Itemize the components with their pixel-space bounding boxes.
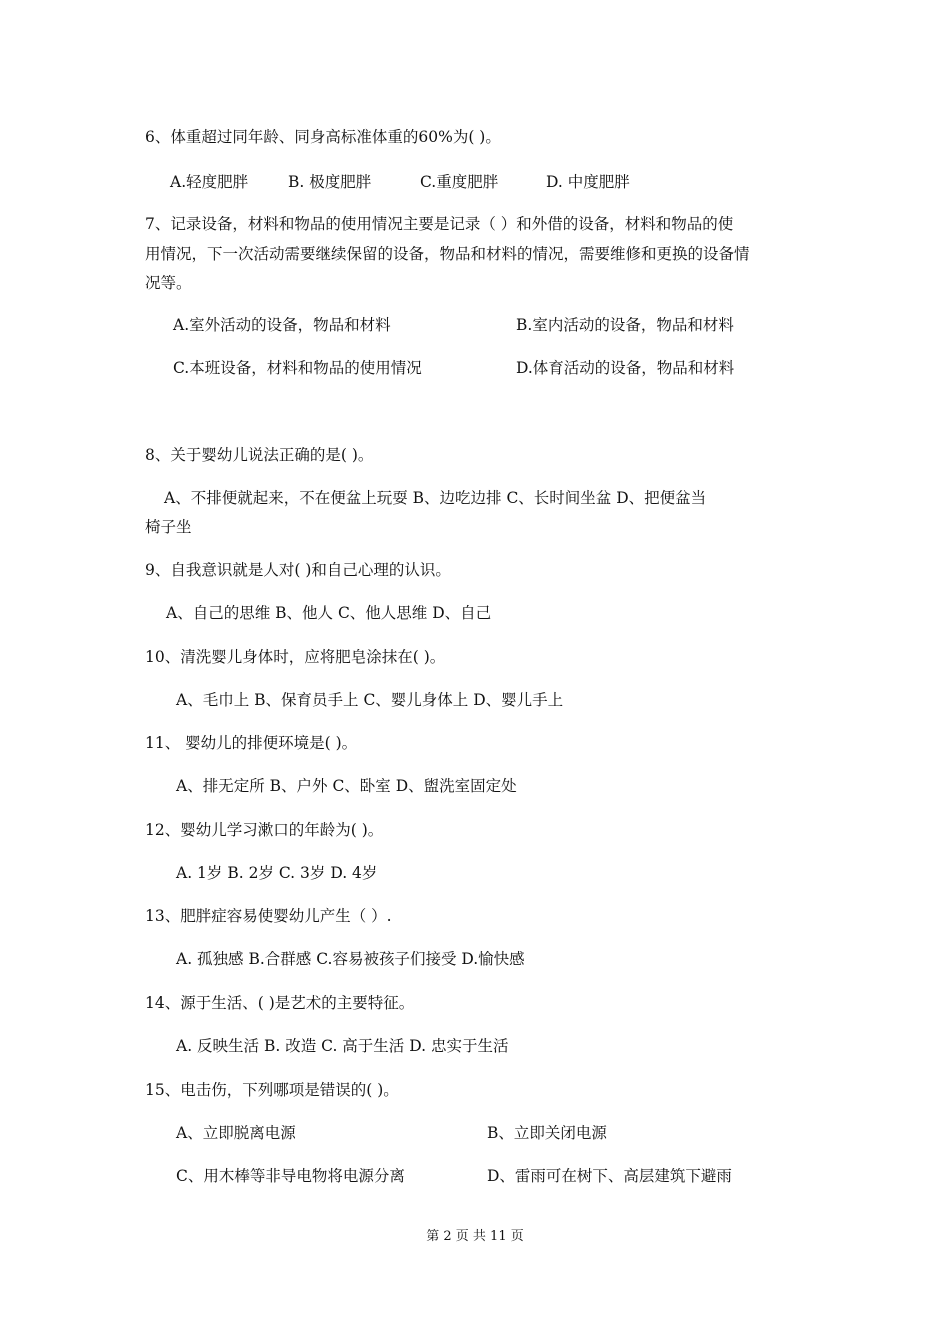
question-15-option-c: C、用木棒等非导电物将电源分离 [176, 1167, 405, 1185]
question-8-options-line-1: A、不排便就起来，不在便盆上玩耍 B、边吃边排 C、长时间坐盆 D、把便盆当 [164, 489, 707, 507]
question-7-option-c: C.本班设备，材料和物品的使用情况 [173, 359, 422, 377]
question-13-stem: 13、肥胖症容易使婴幼儿产生（ ）. [145, 907, 392, 925]
question-8-options-line-2: 椅子坐 [145, 518, 192, 536]
page-number-footer: 第 2 页 共 11 页 [426, 1229, 524, 1244]
question-11-options: A、排无定所 B、户外 C、卧室 D、盥洗室固定处 [176, 777, 517, 795]
question-12-stem: 12、婴幼儿学习漱口的年龄为( )。 [145, 821, 384, 839]
question-15-option-b: B、立即关闭电源 [487, 1124, 607, 1142]
question-9-stem: 9、自我意识就是人对( )和自己心理的认识。 [145, 561, 451, 579]
question-6-option-c: C.重度肥胖 [420, 173, 499, 191]
question-7-option-a: A.室外活动的设备，物品和材料 [173, 316, 391, 334]
question-7-option-b: B.室内活动的设备，物品和材料 [516, 316, 734, 334]
question-11-stem: 11、 婴幼儿的排便环境是( )。 [145, 734, 358, 752]
question-14-options: A. 反映生活 B. 改造 C. 高于生活 D. 忠实于生活 [176, 1037, 509, 1055]
question-10-stem: 10、清洗婴儿身体时，应将肥皂涂抹在( )。 [145, 648, 446, 666]
question-12-options: A. 1岁 B. 2岁 C. 3岁 D. 4岁 [176, 864, 378, 882]
question-14-stem: 14、源于生活、( )是艺术的主要特征。 [145, 994, 415, 1012]
question-13-options: A. 孤独感 B.合群感 C.容易被孩子们接受 D.愉快感 [176, 950, 525, 968]
question-15-stem: 15、电击伤，下列哪项是错误的( )。 [145, 1081, 399, 1099]
question-6-stem: 6、体重超过同年龄、同身高标准体重的60%为( )。 [145, 128, 501, 146]
question-7-stem-line-3: 况等。 [145, 274, 192, 292]
question-9-options: A、自己的思维 B、他人 C、他人思维 D、自己 [166, 604, 492, 622]
question-7-stem-line-1: 7、记录设备，材料和物品的使用情况主要是记录（ ）和外借的设备，材料和物品的使 [145, 215, 734, 233]
question-6-option-b: B. 极度肥胖 [288, 173, 372, 191]
question-15-option-d: D、雷雨可在树下、高层建筑下避雨 [487, 1167, 732, 1185]
question-7-option-d: D.体育活动的设备，物品和材料 [516, 359, 735, 377]
question-15-option-a: A、立即脱离电源 [176, 1124, 296, 1142]
question-8-stem: 8、关于婴幼儿说法正确的是( )。 [145, 446, 374, 464]
question-10-options: A、毛巾上 B、保育员手上 C、婴儿身体上 D、婴儿手上 [176, 691, 564, 709]
question-7-stem-line-2: 用情况，下一次活动需要继续保留的设备，物品和材料的情况，需要维修和更换的设备情 [145, 245, 750, 263]
question-6-option-d: D. 中度肥胖 [546, 173, 630, 191]
question-6-option-a: A.轻度肥胖 [170, 173, 249, 191]
